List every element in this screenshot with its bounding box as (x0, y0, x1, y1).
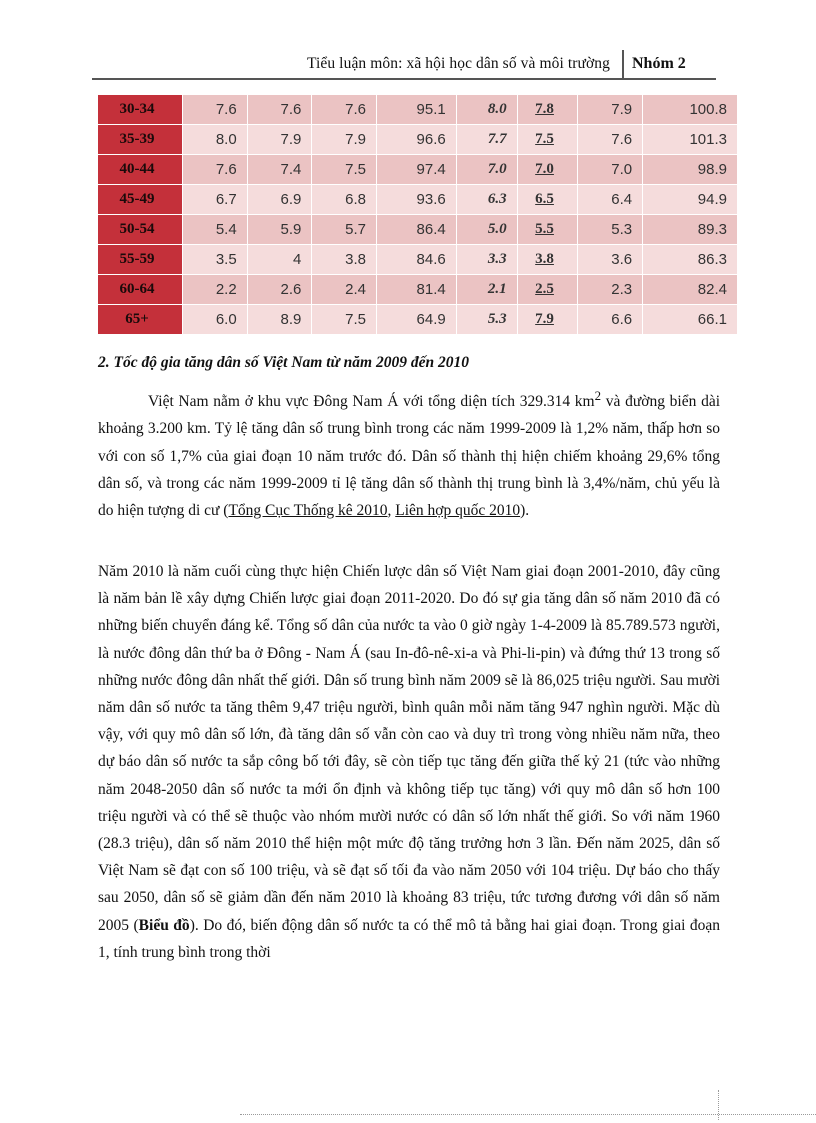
table-cell: 96.6 (377, 125, 457, 155)
table-cell: 3.8 (518, 245, 579, 275)
table-cell: 81.4 (377, 275, 457, 305)
footer-dotted-tick (718, 1090, 720, 1120)
table-cell: 3.3 (457, 245, 518, 275)
citation-link-gso[interactable]: Tổng Cục Thống kê 2010 (228, 501, 388, 519)
table-cell: 64.9 (377, 305, 457, 335)
p1-separator: , (387, 501, 396, 519)
age-group-cell: 55-59 (98, 245, 183, 275)
table-cell: 6.0 (183, 305, 248, 335)
table-cell: 7.7 (457, 125, 518, 155)
table-cell: 98.9 (643, 155, 738, 185)
population-table (98, 95, 738, 335)
table-cell: 86.3 (643, 245, 738, 275)
table-cell: 97.4 (377, 155, 457, 185)
table-cell: 6.4 (578, 185, 643, 215)
table-cell: 101.3 (643, 125, 738, 155)
table-cell: 8.9 (248, 305, 313, 335)
table-row (98, 245, 738, 275)
table-cell: 7.9 (312, 125, 377, 155)
table-cell: 7.6 (312, 95, 377, 125)
table-cell: 5.7 (312, 215, 377, 245)
table-cell: 66.1 (643, 305, 738, 335)
table-cell: 7.6 (578, 125, 643, 155)
p1-text-end: ). (520, 501, 530, 519)
table-cell: 89.3 (643, 215, 738, 245)
table-row (98, 275, 738, 305)
table-cell: 7.5 (518, 125, 579, 155)
section-heading: 2. Tốc độ gia tăng dân số Việt Nam từ năm 2009 đến 2010 (98, 354, 469, 371)
table-cell: 8.0 (183, 125, 248, 155)
p1-text-b: và đường biển dài khoảng 3.200 km. Tỷ lệ tăng dân số trung bình trong các năm 1999-2009 là 1,2% năm, thấp hơn so với con số 1,7% của giai đoạn 10 năm trước đó. Dân số thành thị hiện chiếm khoảng 29,6% tổng dân số, và trong các năm 1999-2009 tỉ lệ tăng dân số thành thị trung bình là 3,4%/năm, chủ yếu là do hiện tượng di cư ( (98, 393, 721, 519)
p1-text-a: Việt Nam nằm ở khu vực Đông Nam Á với tổng diện tích 329.314 km (148, 393, 595, 411)
table-cell: 7.4 (248, 155, 313, 185)
table-cell: 7.9 (248, 125, 313, 155)
table-cell: 6.5 (518, 185, 579, 215)
table-cell: 5.0 (457, 215, 518, 245)
table-cell: 8.0 (457, 95, 518, 125)
paragraph-1 (98, 382, 720, 524)
citation-link-un[interactable]: Liên hợp quốc 2010 (395, 501, 521, 519)
table-cell: 7.5 (312, 155, 377, 185)
age-group-cell: 60-64 (98, 275, 183, 305)
table-cell: 5.5 (518, 215, 579, 245)
header-rule (92, 78, 716, 80)
paragraph-2 (98, 558, 720, 966)
table-cell: 93.6 (377, 185, 457, 215)
table-cell: 7.6 (183, 95, 248, 125)
table-row (98, 215, 738, 245)
table-cell: 2.4 (312, 275, 377, 305)
header-title: Tiểu luận môn: xã hội học dân số và môi trường (306, 55, 610, 72)
header-group: Nhóm 2 (632, 55, 686, 72)
table-cell: 2.3 (578, 275, 643, 305)
table-cell: 2.2 (183, 275, 248, 305)
table-cell: 3.5 (183, 245, 248, 275)
p2-text-a: Năm 2010 là năm cuối cùng thực hiện Chiến lược dân số Việt Nam giai đoạn 2001-2010, đây cũng là năm bản lề xây dựng Chiến lược giai đoạn 2011-2020. Do đó sự gia tăng dân số năm 2010 đã có những biến chuyển đáng kể. Tổng số dân của nước ta vào 0 giờ ngày 1-4-2009 là 85.789.573 người, là nước đông dân thứ ba ở Đông - Nam Á (sau In-đô-nê-xi-a và Phi-li-pin) và đứng thứ 13 trong số những nước đông dân nhất thế giới. Dân số trung bình năm 2009 sẽ là 86,025 triệu người. Sau mười năm dân số nước ta tăng thêm 9,47 triệu người, bình quân mỗi năm tăng 947 nghìn người. Mặc dù vậy, với quy mô dân số lớn, đà tăng dân số vẫn còn cao và duy trì trong vòng nhiều năm nữa, theo dự báo dân số nước ta sắp công bố tới đây, sẽ còn tiếp tục tăng đến giữa thế kỷ 21 (tức vào những năm 2048-2050 dân số nước ta mới ổn định và không tiếp tục tăng) với quy mô dân số hơn 100 triệu người và có thể sẽ thuộc vào nhóm mười nước có dân số lớn nhất thế giới. So với năm 1960 (28.3 triệu), dân số năm 2010 thể hiện một mức độ tăng trưởng hơn 3 lần. Đến năm 2025, dân số Việt Nam sẽ đạt con số 100 triệu, và sẽ đạt số tối đa vào năm 2050 với 104 triệu. Dự báo cho thấy sau 2050, dân số sẽ giảm dần đến năm 2010 là khoảng 83 triệu, tức tương đương với dân số năm 2005 ( (98, 563, 720, 934)
table-cell: 2.1 (457, 275, 518, 305)
table-row (98, 95, 738, 125)
table-cell: 7.8 (518, 95, 579, 125)
table-cell: 5.4 (183, 215, 248, 245)
table-cell: 3.8 (312, 245, 377, 275)
table-cell: 2.5 (518, 275, 579, 305)
table-cell: 84.6 (377, 245, 457, 275)
table-row (98, 185, 738, 215)
table-row (98, 305, 738, 335)
table-cell: 94.9 (643, 185, 738, 215)
table-cell: 4 (248, 245, 313, 275)
table-cell: 82.4 (643, 275, 738, 305)
header-divider (622, 50, 624, 80)
table-cell: 6.8 (312, 185, 377, 215)
table-row (98, 125, 738, 155)
table-cell: 2.6 (248, 275, 313, 305)
age-group-cell: 50-54 (98, 215, 183, 245)
footer-dotted-line (240, 1114, 816, 1115)
p2-text-b: ). Do đó, biến động dân số nước ta có thể mô tả bằng hai giai đoạn. Trong giai đoạn 1, tính trung bình trong thời (98, 916, 721, 961)
p1-superscript: 2 (594, 388, 602, 403)
table-cell: 86.4 (377, 215, 457, 245)
table-cell: 6.6 (578, 305, 643, 335)
p2-bold-chart-ref: Biểu đồ (138, 916, 190, 934)
table-row (98, 155, 738, 185)
table-cell: 5.3 (578, 215, 643, 245)
table-cell: 7.9 (578, 95, 643, 125)
table-cell: 6.3 (457, 185, 518, 215)
table-cell: 6.7 (183, 185, 248, 215)
table-cell: 3.6 (578, 245, 643, 275)
table-cell: 7.0 (578, 155, 643, 185)
age-group-cell: 40-44 (98, 155, 183, 185)
table-cell: 95.1 (377, 95, 457, 125)
table-cell: 7.6 (248, 95, 313, 125)
table-cell: 7.5 (312, 305, 377, 335)
age-group-cell: 45-49 (98, 185, 183, 215)
table-cell: 7.0 (518, 155, 579, 185)
table-cell: 100.8 (643, 95, 738, 125)
table-cell: 7.9 (518, 305, 579, 335)
table-cell: 7.0 (457, 155, 518, 185)
age-group-cell: 65+ (98, 305, 183, 335)
table-cell: 5.9 (248, 215, 313, 245)
age-group-cell: 35-39 (98, 125, 183, 155)
table-cell: 6.9 (248, 185, 313, 215)
table-cell: 7.6 (183, 155, 248, 185)
table-cell: 5.3 (457, 305, 518, 335)
age-group-cell: 30-34 (98, 95, 183, 125)
page-header (92, 50, 716, 78)
